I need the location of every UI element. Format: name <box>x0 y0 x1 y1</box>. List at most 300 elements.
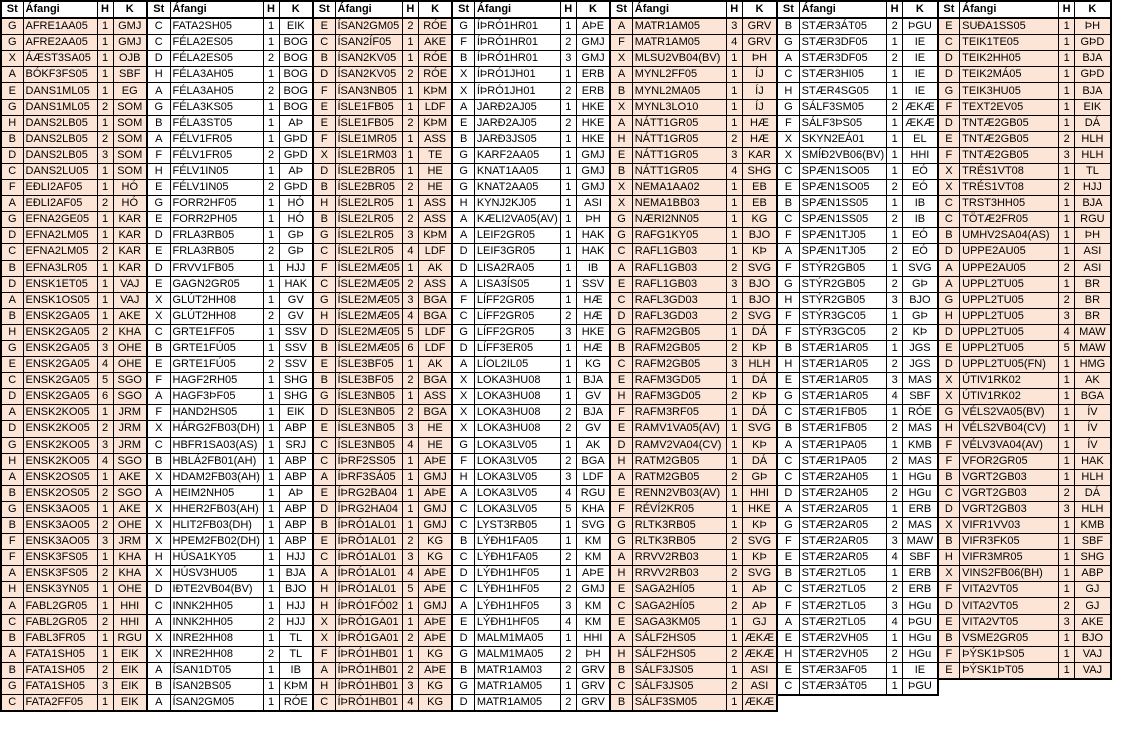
course-row <box>938 566 1111 582</box>
course-code-cell: ÍSLE2MÆ05 <box>335 324 402 340</box>
st-cell: D <box>777 485 799 501</box>
st-cell: A <box>777 501 799 517</box>
course-code-cell: ÍÞRÓ1AL01 <box>335 566 402 582</box>
st-cell: E <box>610 373 632 389</box>
course-row <box>1 695 147 712</box>
st-cell: F <box>610 35 632 51</box>
course-row <box>938 163 1111 179</box>
course-code-cell: ENSK3AO05 <box>23 534 97 550</box>
teacher-code-cell: SVG <box>742 260 777 276</box>
teacher-code-cell: BOG <box>279 83 313 99</box>
group-number-cell: 1 <box>263 389 279 405</box>
st-cell: F <box>938 99 960 115</box>
course-code-cell: UPPE2AU05 <box>960 244 1059 260</box>
course-code-cell: ÍSAN2BS05 <box>170 678 263 694</box>
st-cell: E <box>938 662 960 679</box>
course-row <box>313 485 452 501</box>
teacher-code-cell: SOM <box>113 131 147 147</box>
course-row <box>1 67 147 83</box>
course-row <box>452 695 610 712</box>
course-row <box>777 180 938 196</box>
teacher-code-cell: AÞE <box>418 662 452 678</box>
course-code-cell: SÁLF3ÞS05 <box>799 115 887 131</box>
course-code-cell: STÆR2AH05 <box>799 485 887 501</box>
course-row <box>1 35 147 51</box>
course-row <box>452 244 610 260</box>
group-number-cell: 1 <box>560 566 576 582</box>
group-number-cell: 1 <box>560 99 576 115</box>
group-number-cell: 1 <box>402 646 418 662</box>
st-cell: E <box>777 550 799 566</box>
teacher-code-cell: HÓ <box>279 196 313 212</box>
st-cell: E <box>313 534 335 550</box>
course-code-cell: ENSK2KO05 <box>23 421 97 437</box>
course-row <box>452 630 610 646</box>
st-cell: X <box>610 180 632 196</box>
teacher-code-cell: MAW <box>1075 340 1111 356</box>
st-cell: G <box>147 99 170 115</box>
teacher-code-cell: BJA <box>576 405 610 421</box>
group-number-cell: 1 <box>97 308 113 324</box>
course-row <box>452 357 610 373</box>
group-number-cell: 1 <box>1059 389 1075 405</box>
group-number-cell: 4 <box>402 566 418 582</box>
teacher-code-cell: GV <box>576 389 610 405</box>
group-number-cell: 1 <box>1059 630 1075 646</box>
st-cell: H <box>313 598 335 614</box>
course-row <box>313 405 452 421</box>
group-number-cell: 3 <box>402 421 418 437</box>
st-cell: B <box>1 630 23 646</box>
course-row <box>610 646 777 662</box>
group-number-cell: 1 <box>560 163 576 179</box>
group-number-cell: 1 <box>97 51 113 67</box>
st-cell: C <box>452 582 474 598</box>
st-cell: D <box>938 357 960 373</box>
column-header-h: H <box>560 1 576 18</box>
group-number-cell: 1 <box>97 212 113 228</box>
course-row <box>777 308 938 324</box>
course-code-cell: TÖTÆ2FR05 <box>960 212 1059 228</box>
group-number-cell: 2 <box>887 180 903 196</box>
st-cell: D <box>938 51 960 67</box>
group-number-cell: 2 <box>887 485 903 501</box>
course-row <box>452 646 610 662</box>
st-cell: D <box>610 437 632 453</box>
course-code-cell: RATM2GB05 <box>632 453 726 469</box>
st-cell: C <box>313 35 335 51</box>
course-code-cell: RLTK3RB05 <box>632 534 726 550</box>
group-number-cell: 2 <box>726 566 742 582</box>
group-number-cell: 1 <box>97 405 113 421</box>
st-cell: A <box>777 51 799 67</box>
group-number-cell: 2 <box>560 35 576 51</box>
course-row <box>1 566 147 582</box>
group-number-cell: 1 <box>560 340 576 356</box>
st-cell: X <box>313 630 335 646</box>
course-row <box>313 662 452 678</box>
teacher-code-cell: KM <box>576 534 610 550</box>
course-code-cell: RAFM2GB05 <box>632 324 726 340</box>
course-row <box>938 501 1111 517</box>
course-code-cell: STÆR2TL05 <box>799 598 887 614</box>
st-cell: A <box>147 614 170 630</box>
course-code-cell: ENSK2GA05 <box>23 389 97 405</box>
st-cell: C <box>938 485 960 501</box>
teacher-code-cell: GÞ <box>903 308 938 324</box>
course-code-cell: INRE2HH08 <box>170 646 263 662</box>
st-cell: G <box>1 340 23 356</box>
teacher-code-cell: IE <box>903 35 938 51</box>
group-number-cell: 1 <box>97 695 113 712</box>
course-row <box>313 501 452 517</box>
course-row <box>452 99 610 115</box>
group-number-cell: 2 <box>1059 131 1075 147</box>
course-row <box>147 373 313 389</box>
column-header-st: St <box>938 1 960 18</box>
column-header-st: St <box>610 1 632 18</box>
group-number-cell: 1 <box>887 405 903 421</box>
course-code-cell: BÓKF3FS05 <box>23 67 97 83</box>
st-cell: B <box>938 469 960 485</box>
course-row <box>610 598 777 614</box>
st-cell: B <box>147 115 170 131</box>
course-row <box>610 566 777 582</box>
course-row <box>452 212 610 228</box>
course-row <box>938 308 1111 324</box>
course-row <box>777 646 938 662</box>
st-cell: H <box>313 196 335 212</box>
course-code-cell: FÉLV1FR05 <box>170 147 263 163</box>
course-code-cell: IÐTE2VB04(BV) <box>170 582 263 598</box>
course-code-cell: DANS2LB05 <box>23 147 97 163</box>
teacher-code-cell: LDF <box>576 469 610 485</box>
course-code-cell: MYNL2MA05 <box>632 83 726 99</box>
teacher-code-cell: AÞE <box>418 485 452 501</box>
group-number-cell: 2 <box>263 244 279 260</box>
course-code-cell: STÆR2TL05 <box>799 566 887 582</box>
group-number-cell: 4 <box>560 614 576 630</box>
course-code-cell: ÍSAN1DT05 <box>170 662 263 678</box>
course-code-cell: ÍSLE2MÆ05 <box>335 308 402 324</box>
teacher-code-cell: BJO <box>903 292 938 308</box>
course-row <box>938 212 1111 228</box>
st-cell: B <box>777 18 799 35</box>
teacher-code-cell: ÞH <box>576 212 610 228</box>
course-row <box>147 678 313 694</box>
course-code-cell: RAFM3GD05 <box>632 373 726 389</box>
st-cell: E <box>777 662 799 678</box>
course-code-cell: ÍÞRÓ1AL01 <box>335 582 402 598</box>
teacher-code-cell: HLH <box>1075 131 1111 147</box>
course-code-cell: ÍSLE3BF05 <box>335 373 402 389</box>
st-cell: G <box>1 18 23 35</box>
teacher-code-cell: OJB <box>113 51 147 67</box>
teacher-code-cell: IE <box>903 83 938 99</box>
course-row <box>313 35 452 51</box>
group-number-cell: 1 <box>1059 35 1075 51</box>
teacher-code-cell: GMJ <box>113 35 147 51</box>
course-row <box>452 340 610 356</box>
course-code-cell: AFRE1AA05 <box>23 18 97 35</box>
course-row <box>938 180 1111 196</box>
course-row <box>938 18 1111 35</box>
course-row <box>313 51 452 67</box>
teacher-code-cell: KMB <box>1075 518 1111 534</box>
course-code-cell: NEMA1BB03 <box>632 196 726 212</box>
teacher-code-cell: ASI <box>742 678 777 694</box>
st-cell: G <box>452 646 474 662</box>
st-cell: D <box>452 340 474 356</box>
teacher-code-cell: KG <box>418 534 452 550</box>
teacher-code-cell: KÞ <box>903 324 938 340</box>
teacher-code-cell: KG <box>576 357 610 373</box>
group-number-cell: 1 <box>726 695 742 712</box>
course-code-cell: ENSK1OS05 <box>23 292 97 308</box>
teacher-code-cell: KAR <box>113 212 147 228</box>
course-row <box>313 421 452 437</box>
header-row <box>147 1 313 18</box>
st-cell: F <box>452 453 474 469</box>
st-cell: F <box>147 147 170 163</box>
teacher-code-cell: AK <box>1075 373 1111 389</box>
st-cell: B <box>938 630 960 646</box>
course-row <box>147 614 313 630</box>
column-header-st: St <box>313 1 335 18</box>
st-cell: B <box>777 566 799 582</box>
st-cell: A <box>610 18 632 35</box>
course-row <box>147 662 313 678</box>
st-cell: B <box>313 51 335 67</box>
course-row <box>452 260 610 276</box>
teacher-code-cell: HGu <box>903 646 938 662</box>
course-row <box>452 501 610 517</box>
group-number-cell: 1 <box>402 83 418 99</box>
teacher-code-cell: BOG <box>279 35 313 51</box>
teacher-code-cell: SOM <box>113 99 147 115</box>
course-row <box>777 115 938 131</box>
group-number-cell: 1 <box>887 147 903 163</box>
course-code-cell: HPEM2FB02(DH) <box>170 534 263 550</box>
teacher-code-cell: ÆKÆ <box>742 646 777 662</box>
course-row <box>452 131 610 147</box>
teacher-code-cell: ERB <box>576 67 610 83</box>
column-header-st: St <box>147 1 170 18</box>
st-cell: C <box>452 518 474 534</box>
st-cell: D <box>147 51 170 67</box>
course-code-cell: VITA2VT05 <box>960 598 1059 614</box>
course-row <box>610 292 777 308</box>
teacher-code-cell: ÍV <box>1075 405 1111 421</box>
teacher-code-cell: KG <box>418 550 452 566</box>
course-row <box>313 614 452 630</box>
course-code-cell: EFNA2LM05 <box>23 228 97 244</box>
st-cell: F <box>610 501 632 517</box>
course-row <box>1 453 147 469</box>
course-row <box>147 83 313 99</box>
st-cell: C <box>147 18 170 35</box>
course-row <box>777 292 938 308</box>
course-row <box>938 99 1111 115</box>
column-header-afangi: Áfangi <box>170 1 263 18</box>
teacher-code-cell: ÆKÆ <box>903 115 938 131</box>
st-cell: D <box>313 405 335 421</box>
teacher-code-cell: GRV <box>742 35 777 51</box>
group-number-cell: 1 <box>263 630 279 646</box>
course-code-cell: HAND2HS05 <box>170 405 263 421</box>
group-number-cell: 2 <box>1059 485 1075 501</box>
group-number-cell: 2 <box>560 662 576 678</box>
course-code-cell: ÍÞRG2HA04 <box>335 501 402 517</box>
group-number-cell: 1 <box>97 67 113 83</box>
teacher-code-cell: HJJ <box>279 260 313 276</box>
teacher-code-cell: IB <box>903 196 938 212</box>
group-number-cell: 1 <box>1059 646 1075 662</box>
st-cell: A <box>147 389 170 405</box>
group-number-cell: 1 <box>560 678 576 694</box>
group-number-cell: 1 <box>97 292 113 308</box>
group-number-cell: 1 <box>887 83 903 99</box>
group-number-cell: 3 <box>97 534 113 550</box>
teacher-code-cell: SVG <box>742 534 777 550</box>
teacher-code-cell: KÞ <box>742 340 777 356</box>
course-row <box>313 566 452 582</box>
group-number-cell: 2 <box>97 99 113 115</box>
group-number-cell: 1 <box>887 437 903 453</box>
course-code-cell: STÆR3ÁT05 <box>799 678 887 695</box>
teacher-code-cell: RGU <box>1075 212 1111 228</box>
group-number-cell: 2 <box>402 373 418 389</box>
st-cell: X <box>452 405 474 421</box>
course-row <box>147 180 313 196</box>
group-number-cell: 1 <box>726 115 742 131</box>
course-code-cell: ÍSLE1FB05 <box>335 99 402 115</box>
course-row <box>147 212 313 228</box>
teacher-code-cell: GRV <box>576 678 610 694</box>
course-row <box>938 598 1111 614</box>
teacher-code-cell: SBF <box>903 389 938 405</box>
group-number-cell: 2 <box>560 308 576 324</box>
group-number-cell: 3 <box>402 292 418 308</box>
group-number-cell: 1 <box>560 534 576 550</box>
teacher-code-cell: KG <box>418 678 452 694</box>
course-row <box>777 228 938 244</box>
course-code-cell: TRST3HH05 <box>960 196 1059 212</box>
column-header-h: H <box>402 1 418 18</box>
st-cell: H <box>938 550 960 566</box>
course-row <box>147 115 313 131</box>
st-cell: E <box>777 180 799 196</box>
teacher-code-cell: KAR <box>113 228 147 244</box>
course-row <box>452 566 610 582</box>
course-code-cell: LEIF2GR05 <box>474 228 560 244</box>
course-code-cell: ÍÞRÓ1HB01 <box>335 646 402 662</box>
st-cell: C <box>313 550 335 566</box>
st-cell: D <box>1 389 23 405</box>
course-row <box>147 695 313 712</box>
header-row <box>1 1 147 18</box>
teacher-code-cell: HHI <box>742 485 777 501</box>
course-code-cell: TEIK2MÁ05 <box>960 67 1059 83</box>
course-code-cell: ÍÞRÓ1HR01 <box>474 35 560 51</box>
group-number-cell: 3 <box>887 373 903 389</box>
st-cell: D <box>1 147 23 163</box>
group-number-cell: 1 <box>726 212 742 228</box>
course-code-cell: FÉLA3AH05 <box>170 83 263 99</box>
group-number-cell: 3 <box>560 324 576 340</box>
group-number-cell: 2 <box>887 357 903 373</box>
course-code-cell: LOKA3LV05 <box>474 469 560 485</box>
course-code-cell: FATA2FF05 <box>23 695 97 712</box>
course-code-cell: SÁLF3SM05 <box>799 99 887 115</box>
course-code-cell: FATA1SH05 <box>23 646 97 662</box>
teacher-code-cell: KÞM <box>418 115 452 131</box>
st-cell: B <box>452 51 474 67</box>
course-row <box>1 196 147 212</box>
course-row <box>147 260 313 276</box>
course-row <box>610 324 777 340</box>
course-row <box>452 469 610 485</box>
course-code-cell: ÍÞRÓ1JH01 <box>474 67 560 83</box>
group-number-cell: 1 <box>97 180 113 196</box>
course-code-cell: ENSK2GA05 <box>23 324 97 340</box>
teacher-code-cell: BJO <box>742 276 777 292</box>
teacher-code-cell: GMJ <box>576 35 610 51</box>
course-row <box>313 469 452 485</box>
teacher-code-cell: AKE <box>113 501 147 517</box>
teacher-code-cell: BOG <box>279 67 313 83</box>
course-row <box>938 662 1111 679</box>
course-code-cell: VGRT2GB03 <box>960 469 1059 485</box>
course-code-cell: GAGN2GR05 <box>170 276 263 292</box>
course-code-cell: ENSK2GA05 <box>23 340 97 356</box>
teacher-code-cell: ÞGU <box>903 18 938 35</box>
teacher-code-cell: SSV <box>576 276 610 292</box>
column-header-k: K <box>1075 1 1111 18</box>
course-code-cell: DANS1ML05 <box>23 83 97 99</box>
course-code-cell: ÍSLE3BF05 <box>335 357 402 373</box>
course-code-cell: SÁLF2HS05 <box>632 646 726 662</box>
group-number-cell: 2 <box>560 83 576 99</box>
course-code-cell: LÍFF3ER05 <box>474 340 560 356</box>
course-row <box>1 292 147 308</box>
course-code-cell: ÍÞRF3SÁ05 <box>335 469 402 485</box>
group-number-cell: 4 <box>887 550 903 566</box>
st-cell: H <box>452 196 474 212</box>
course-row <box>938 550 1111 566</box>
course-row <box>777 485 938 501</box>
teacher-code-cell: HLH <box>1075 147 1111 163</box>
st-cell: X <box>452 83 474 99</box>
teacher-code-cell: HLH <box>742 357 777 373</box>
teacher-code-cell: EG <box>113 83 147 99</box>
st-cell: B <box>452 131 474 147</box>
course-code-cell: LOKA3HU08 <box>474 405 560 421</box>
st-cell: D <box>938 501 960 517</box>
course-row <box>1 308 147 324</box>
course-code-cell: ÍÞRÓ1AL01 <box>335 518 402 534</box>
st-cell: D <box>452 260 474 276</box>
group-number-cell: 4 <box>97 453 113 469</box>
teacher-code-cell: GJ <box>1075 582 1111 598</box>
course-row <box>147 421 313 437</box>
teacher-code-cell: KÞ <box>742 389 777 405</box>
st-cell: A <box>938 276 960 292</box>
course-row <box>610 453 777 469</box>
group-number-cell: 3 <box>402 550 418 566</box>
course-code-cell: HBFR1SA03(AS) <box>170 437 263 453</box>
group-number-cell: 1 <box>560 131 576 147</box>
